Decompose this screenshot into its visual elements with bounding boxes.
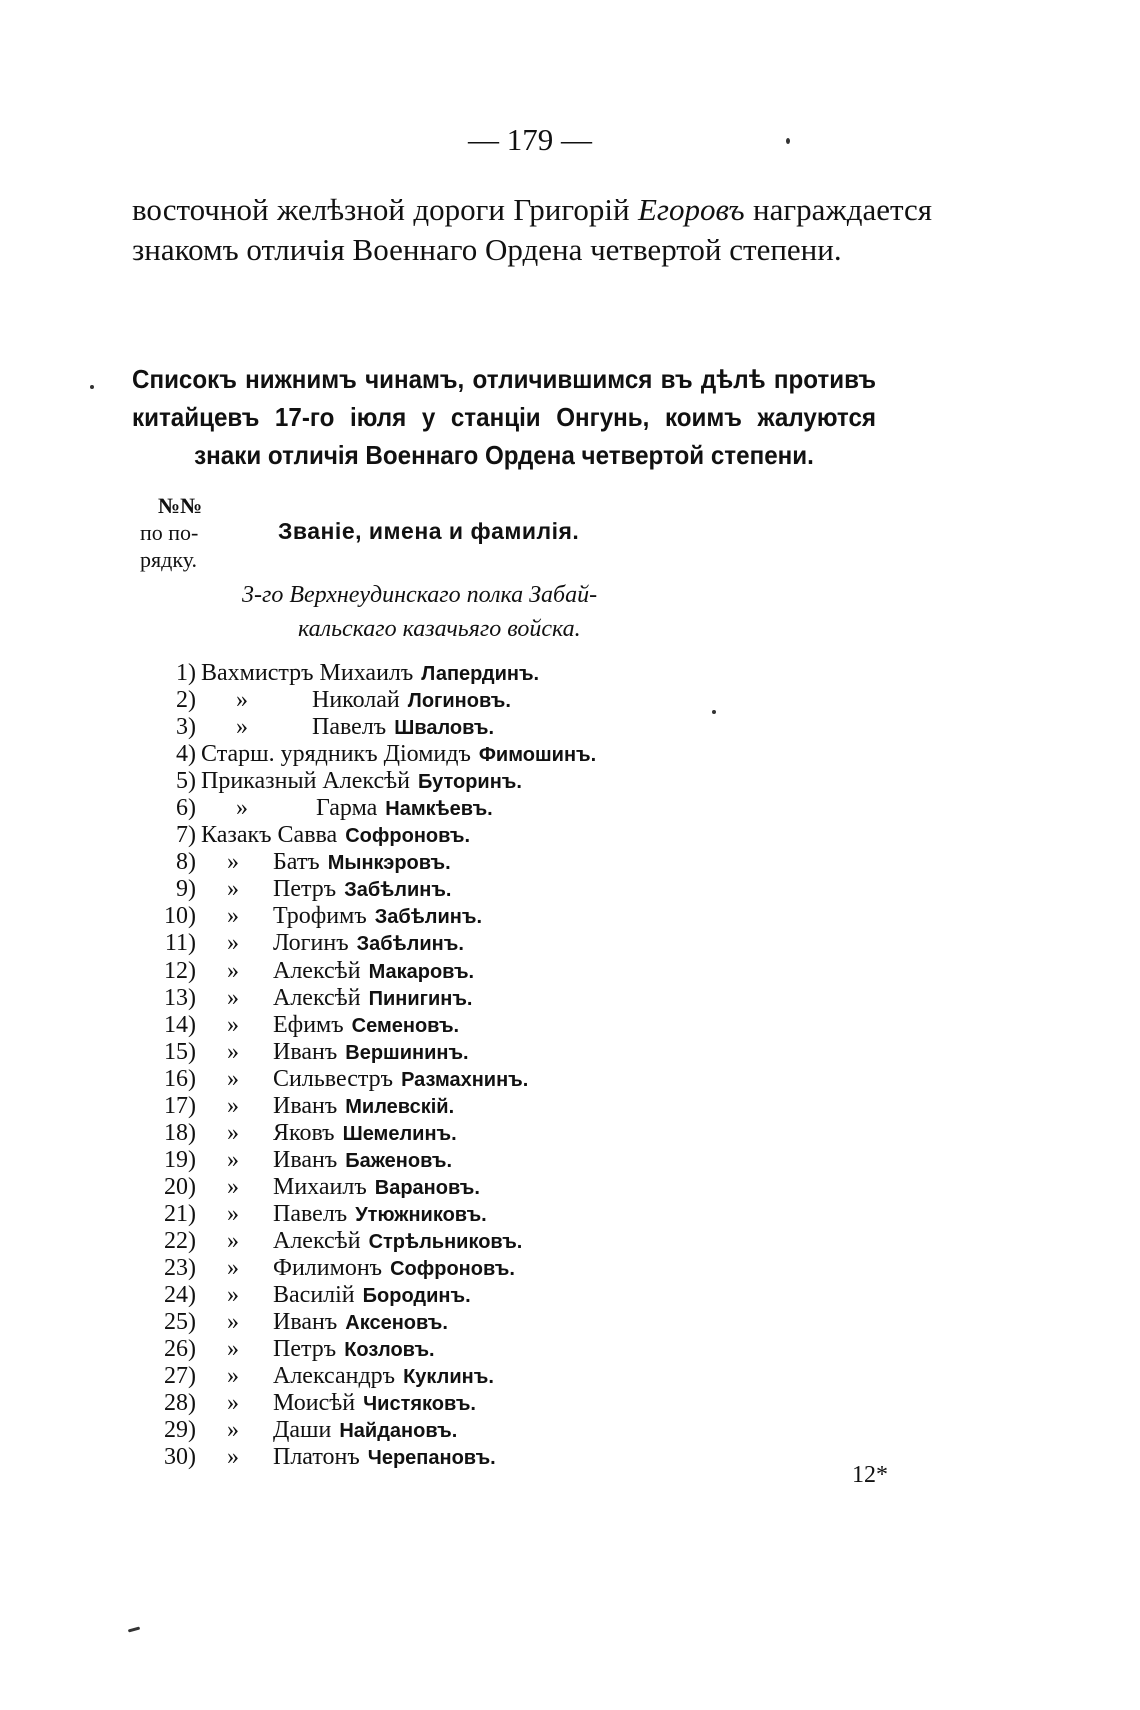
ditto-mark: »: [227, 876, 239, 903]
roster-surname: Логиновъ.: [407, 690, 511, 713]
roster-number: 7): [176, 822, 196, 849]
roster-name-group: [273, 1444, 496, 1472]
roster-row: [140, 1228, 840, 1255]
roster-given-name: Даши: [273, 1417, 332, 1444]
roster-given-name: Моисѣй: [273, 1390, 356, 1417]
roster-number: 5): [176, 768, 196, 795]
ditto-mark: »: [227, 1227, 239, 1254]
roster-surname: Шваловъ.: [394, 717, 495, 740]
roster-given-name: Филимонъ: [273, 1255, 383, 1282]
roster-number: 9): [176, 876, 196, 903]
roster-name-group: [273, 1309, 448, 1337]
roster-surname: Шемелинъ.: [342, 1122, 457, 1145]
roster-given-name: Батъ: [273, 849, 320, 876]
ditto-mark: »: [227, 1282, 239, 1309]
ditto-mark: »: [227, 930, 239, 957]
roster-given-name: Яковъ: [273, 1119, 335, 1146]
roster-name-group: [273, 1174, 480, 1202]
roster-given-name: Савва: [277, 822, 338, 849]
roster-surname: Буторинъ.: [417, 771, 522, 794]
roster-given-name: Павелъ: [273, 1200, 348, 1227]
roster-row: [140, 1336, 840, 1363]
roster-row: [140, 1282, 840, 1309]
roster-row: [140, 1066, 840, 1093]
roster-row: [140, 1363, 840, 1390]
roster-row: [140, 1255, 840, 1282]
roster-name-group: [273, 903, 482, 931]
roster-row: [140, 1039, 840, 1066]
roster-given-name: Михаилъ: [319, 660, 414, 686]
roster-row: [140, 1417, 840, 1444]
number-header-line-2: по по-: [140, 520, 199, 545]
roster-number: 13): [164, 984, 196, 1011]
roster-given-name: Иванъ: [273, 1092, 338, 1119]
roster-number: 10): [164, 903, 196, 930]
roster-given-name: Александръ: [273, 1363, 396, 1390]
heading-line-3: знаки отличія Военнаго Ордена четвертой степени.: [194, 440, 814, 470]
roster-name-group: [273, 1282, 471, 1310]
ditto-mark: »: [236, 795, 248, 822]
roster-rank: Приказный: [201, 768, 317, 795]
speck-mark: [128, 1626, 140, 1632]
roster-given-name: Петръ: [273, 1336, 337, 1363]
roster-surname: Бородинъ.: [362, 1285, 471, 1308]
roster-given-name: Василій: [273, 1282, 355, 1309]
heading-line-2: китайцевъ 17-го іюля у станціи Онгунь, коимъ жалуются: [132, 402, 876, 432]
roster-row: [140, 687, 840, 714]
roster-row: [140, 1174, 840, 1201]
ditto-mark: »: [227, 1255, 239, 1282]
column-header-number: [140, 492, 202, 573]
roster-given-name: Иванъ: [273, 1146, 338, 1173]
roster-name-group: [273, 1012, 459, 1040]
column-header-title: Званіе, имена и фамилія.: [278, 518, 580, 544]
roster-entry-text: [201, 768, 522, 796]
roster-given-name: Сильвестръ: [273, 1065, 394, 1092]
ditto-mark: »: [227, 1173, 239, 1200]
roster-name-group: [273, 1201, 487, 1229]
ditto-mark: »: [227, 1038, 239, 1065]
roster-surname: Софроновъ.: [390, 1258, 515, 1281]
roster-given-name: Иванъ: [273, 1309, 338, 1336]
roster-row: [140, 714, 840, 741]
roster-entry-text: [201, 741, 596, 769]
ditto-mark: »: [227, 1363, 239, 1390]
ditto-mark: »: [227, 1444, 239, 1471]
roster-surname: Баженовъ.: [345, 1149, 453, 1172]
roster-number: 15): [164, 1038, 196, 1065]
roster-number: 21): [164, 1200, 196, 1227]
roster-name-group: [273, 1147, 452, 1175]
roster-name-group: [273, 1363, 494, 1391]
roster-number: 1): [176, 660, 196, 686]
roster-rank: Казакъ: [201, 822, 272, 849]
roster-number: 6): [176, 795, 196, 822]
ditto-mark: »: [227, 1390, 239, 1417]
roster-row: [140, 1309, 840, 1336]
roster-surname: Черепановъ.: [367, 1447, 496, 1470]
intro-paragraph: [132, 190, 932, 270]
roster-name-group: [273, 1255, 515, 1283]
roster-name-group: [273, 1228, 522, 1256]
list-heading: [132, 360, 876, 474]
ditto-mark: »: [227, 1309, 239, 1336]
roster-name-group: [312, 714, 494, 742]
roster-rank: Вахмистръ: [201, 660, 314, 686]
roster-number: 28): [164, 1390, 196, 1417]
number-header-line-3: рядку.: [140, 547, 197, 572]
roster-row: [140, 768, 840, 795]
roster-number: 26): [164, 1336, 196, 1363]
roster-surname: Забѣлинъ.: [344, 879, 452, 902]
roster-number: 23): [164, 1255, 196, 1282]
ditto-mark: »: [227, 1417, 239, 1444]
roster-name-group: [273, 1336, 435, 1364]
roster-given-name: Логинъ: [273, 930, 349, 957]
ditto-mark: »: [227, 1119, 239, 1146]
roster-number: 25): [164, 1309, 196, 1336]
roster-row: [140, 876, 840, 903]
roster-number: 30): [164, 1444, 196, 1471]
roster-name-group: [273, 930, 464, 958]
roster-number: 16): [164, 1065, 196, 1092]
ditto-mark: »: [227, 1336, 239, 1363]
roster-row: [140, 1120, 840, 1147]
roster-number: 11): [164, 930, 196, 957]
roster-surname: Лапердинъ.: [421, 663, 540, 685]
roster-given-name: Михаилъ: [273, 1173, 367, 1200]
roster-name-group: [273, 1093, 454, 1121]
heading-line-1: Списокъ нижнимъ чинамъ, отличившимся въ дѣлѣ противъ: [132, 364, 876, 394]
roster-surname: Чистяковъ.: [363, 1393, 476, 1416]
roster-entry-text: [201, 660, 539, 688]
roster-number: 24): [164, 1282, 196, 1309]
roster-given-name: Алексѣй: [273, 1227, 361, 1254]
roster-surname: Стрѣльниковъ.: [368, 1230, 523, 1253]
roster-row: [140, 660, 840, 687]
roster-name-group: [273, 1066, 528, 1094]
roster-row: [140, 741, 840, 768]
roster-row: [140, 903, 840, 930]
roster-surname: Макаровъ.: [368, 960, 475, 983]
roster-number: 2): [176, 687, 196, 714]
speck-mark: [90, 385, 94, 389]
speck-mark: [712, 710, 716, 714]
roster-number: 12): [164, 957, 196, 984]
page-number: — 179 —: [468, 122, 592, 157]
roster-number: 17): [164, 1092, 196, 1119]
roster-rank: Старш. урядникъ: [201, 741, 378, 768]
intro-name: Егоровъ: [637, 192, 745, 227]
roster-number: 29): [164, 1417, 196, 1444]
roster-list: [140, 660, 840, 1471]
ditto-mark: »: [227, 1200, 239, 1227]
roster-name-group: [273, 876, 451, 904]
roster-number: 19): [164, 1146, 196, 1173]
roster-surname: Козловъ.: [344, 1339, 435, 1362]
roster-row: [140, 1093, 840, 1120]
roster-given-name: Иванъ: [273, 1038, 338, 1065]
roster-surname: Намкѣевъ.: [385, 798, 493, 821]
roster-name-group: [273, 1120, 457, 1148]
roster-surname: Забѣлинъ.: [356, 933, 464, 956]
roster-surname: Семеновъ.: [351, 1014, 460, 1037]
roster-row: [140, 822, 840, 849]
roster-number: 27): [164, 1363, 196, 1390]
ditto-mark: »: [227, 1092, 239, 1119]
roster-row: [140, 795, 840, 822]
roster-given-name: Павелъ: [312, 714, 387, 741]
roster-row: [140, 985, 840, 1012]
roster-given-name: Алексѣй: [273, 984, 361, 1011]
roster-row: [140, 1012, 840, 1039]
roster-name-group: [273, 849, 451, 877]
roster-given-name: Платонъ: [273, 1444, 360, 1471]
roster-name-group: [273, 1039, 469, 1067]
roster-number: 8): [176, 849, 196, 876]
roster-number: 22): [164, 1227, 196, 1254]
ditto-mark: »: [227, 957, 239, 984]
ditto-mark: »: [227, 903, 239, 930]
roster-given-name: Гарма: [316, 795, 378, 822]
roster-name-group: [273, 958, 474, 986]
roster-row: [140, 930, 840, 957]
roster-given-name: Николай: [312, 687, 400, 714]
roster-name-group: [273, 985, 472, 1013]
roster-row: [140, 1201, 840, 1228]
roster-entry-text: [201, 822, 470, 850]
roster-surname: Милевскій.: [345, 1095, 455, 1118]
ditto-mark: »: [227, 1146, 239, 1173]
roster-row: [140, 1147, 840, 1174]
unit-line-2: кальскаго казачьяго войска.: [298, 616, 581, 642]
roster-surname: Забѣлинъ.: [374, 906, 483, 929]
roster-surname: Пинигинъ.: [368, 987, 473, 1010]
roster-name-group: [273, 1417, 457, 1445]
roster-given-name: Петръ: [273, 876, 337, 903]
roster-name-group: [273, 1390, 476, 1418]
ditto-mark: »: [227, 1011, 239, 1038]
signature-mark: 12*: [852, 1462, 888, 1488]
roster-surname: Фимошинъ.: [478, 744, 597, 767]
ditto-mark: »: [236, 687, 248, 714]
roster-surname: Найдановъ.: [339, 1420, 458, 1443]
roster-given-name: Ефимъ: [273, 1011, 344, 1038]
roster-surname: Вершининъ.: [345, 1041, 469, 1064]
roster-number: 18): [164, 1119, 196, 1146]
ditto-mark: »: [236, 714, 248, 741]
roster-row: [140, 849, 840, 876]
roster-row: [140, 958, 840, 985]
roster-given-name: Алексѣй: [322, 768, 410, 795]
ditto-mark: »: [227, 984, 239, 1011]
roster-name-group: [316, 795, 493, 823]
roster-surname: Аксеновъ.: [345, 1312, 448, 1335]
roster-given-name: Алексѣй: [273, 957, 361, 984]
ditto-mark: »: [227, 849, 239, 876]
roster-surname: Размахнинъ.: [401, 1068, 529, 1091]
roster-number: 14): [164, 1011, 196, 1038]
roster-number: 20): [164, 1173, 196, 1200]
speck-mark: [786, 138, 790, 144]
roster-surname: Софроновъ.: [345, 825, 471, 848]
unit-line-1: 3-го Верхнеудинскаго полка Забай-: [242, 582, 598, 608]
ditto-mark: »: [227, 1065, 239, 1092]
intro-text-before: восточной желѣзной дороги Григорій: [132, 192, 638, 227]
roster-surname: Куклинъ.: [403, 1366, 494, 1389]
roster-row: [140, 1444, 840, 1471]
roster-number: 3): [176, 714, 196, 741]
roster-number: 4): [176, 741, 196, 768]
roster-given-name: Трофимъ: [273, 903, 367, 930]
roster-surname: Мынкэровъ.: [327, 852, 451, 875]
roster-surname: Утюжниковъ.: [355, 1203, 487, 1226]
intro-text-after: награждается знакомъ отличія Военнаго Ордена четвертой степени.: [132, 192, 933, 267]
number-sign: №№: [158, 493, 203, 518]
roster-name-group: [312, 687, 511, 715]
roster-row: [140, 1390, 840, 1417]
roster-given-name: Діомидъ: [383, 741, 471, 768]
unit-caption: [242, 578, 712, 646]
roster-surname: Варановъ.: [374, 1176, 480, 1199]
